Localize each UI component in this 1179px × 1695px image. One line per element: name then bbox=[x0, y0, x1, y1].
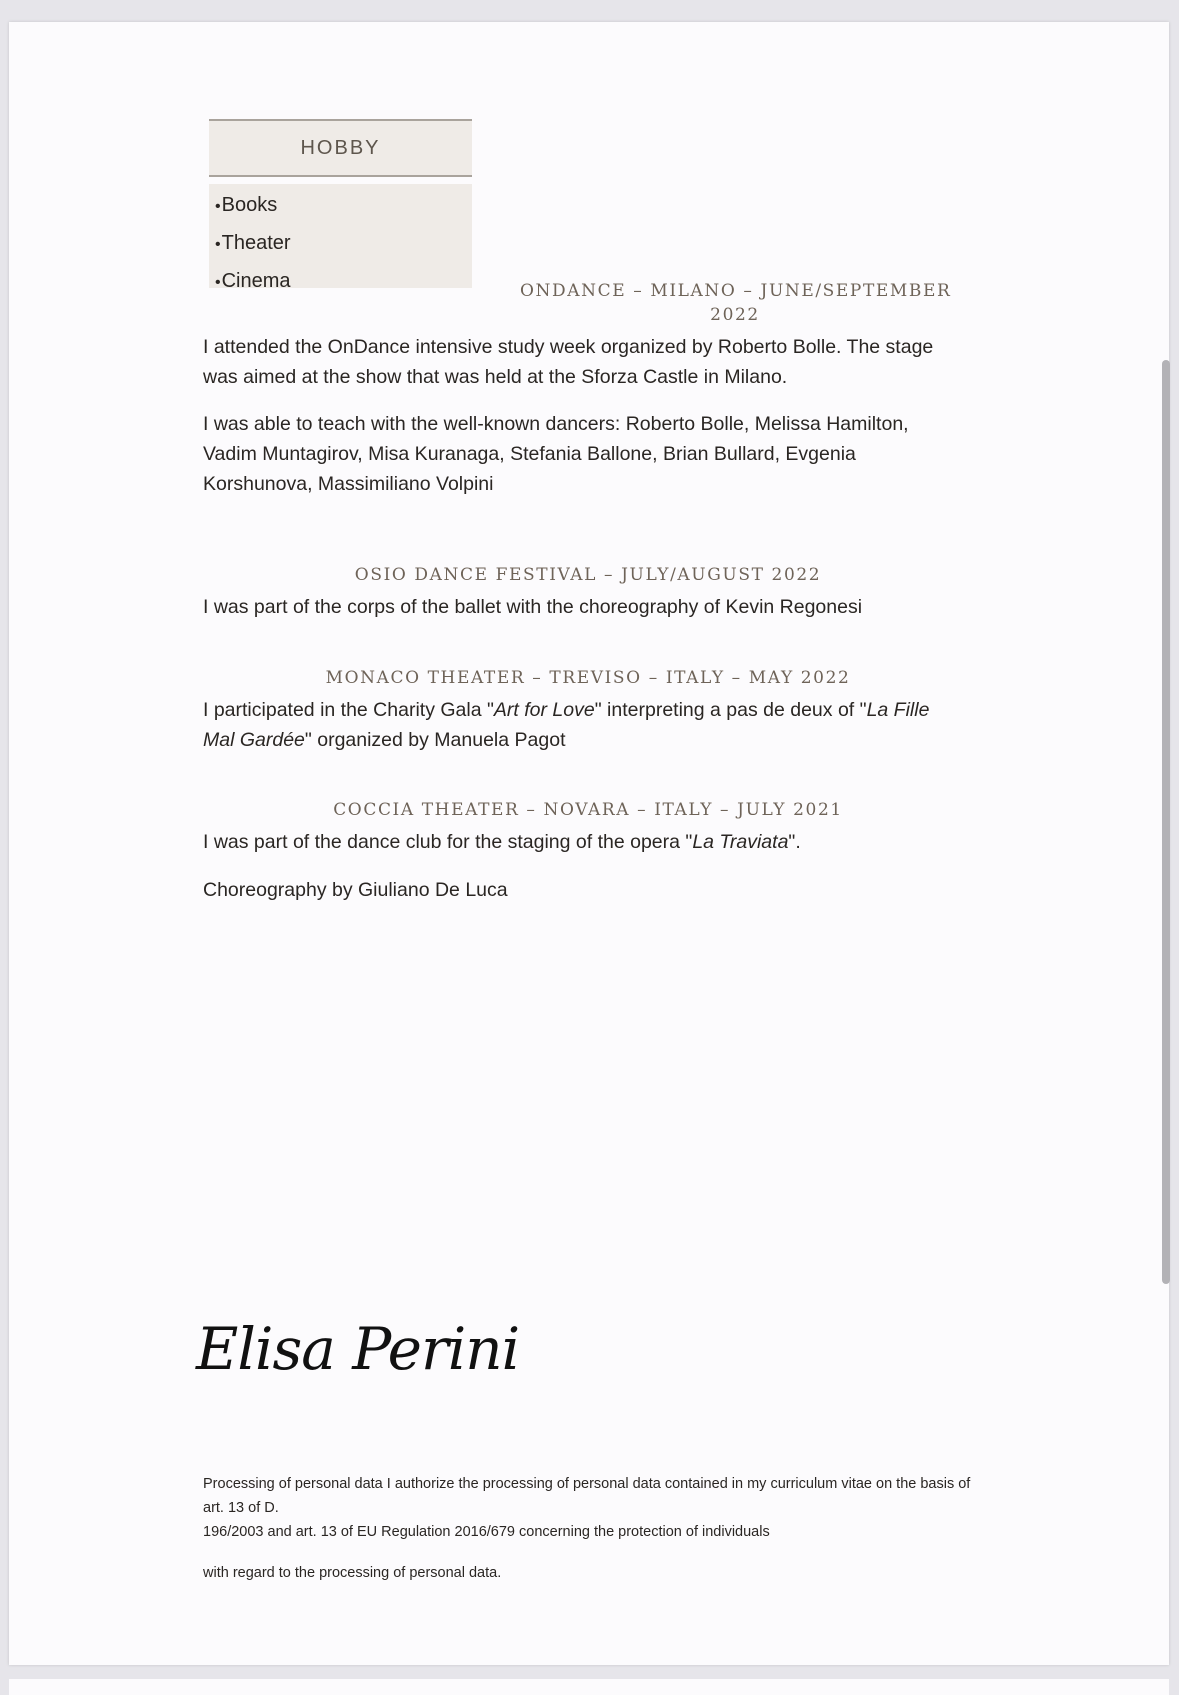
text-run: I participated in the Charity Gala " bbox=[203, 699, 494, 721]
osio-paragraph: I was part of the corps of the ballet with the choreography of Kevin Regonesi bbox=[203, 596, 863, 618]
text-run: " organized by Manuela Pagot bbox=[304, 729, 566, 751]
text-run: " interpreting a pas de deux of " bbox=[594, 699, 867, 721]
ondance-paragraph-2: I was able to teach with the well-known dancers: Roberto Bolle, Melissa Hamilton, Vadim Muntagirov, Misa Kuranaga, Stefania Ballone, Brian Bullard, Evgenia Korshunova, Massimiliano Volpini bbox=[203, 413, 909, 495]
privacy-line-1: Processing of personal data I authorize the processing of personal data contained in my curriculum vitae on the basis of art. 13 of D. bbox=[203, 1476, 971, 1516]
text-run-italic: La Fille Mal Gardée bbox=[203, 699, 930, 751]
hobby-item: Cinema bbox=[221, 270, 291, 292]
privacy-line-3: with regard to the processing of personal data. bbox=[203, 1565, 502, 1581]
signature: Elisa Perini bbox=[196, 1315, 520, 1383]
ondance-paragraph-1: I attended the OnDance intensive study week organized by Roberto Bolle. The stage was aimed at the show that was held at the Sforza Castle in Milano. bbox=[203, 336, 934, 388]
section-title-monaco: MONACO THEATER – TREVISO – ITALY – MAY 2022 bbox=[325, 668, 851, 688]
hobby-item: Theater bbox=[221, 232, 291, 254]
hobby-item: Books bbox=[221, 194, 278, 216]
list-item bbox=[215, 225, 472, 263]
text-run: ". bbox=[788, 831, 801, 853]
section-title-osio: OSIO DANCE FESTIVAL – JULY/AUGUST 2022 bbox=[354, 565, 822, 585]
bullet-icon: • bbox=[215, 198, 221, 215]
section-title-line: 2022 bbox=[710, 305, 760, 325]
bullet-icon: • bbox=[215, 236, 221, 253]
monaco-paragraph bbox=[203, 695, 963, 755]
text-run-italic: La Traviata bbox=[692, 831, 789, 853]
section-title-line: ONDANCE – MILANO – JUNE/SEPTEMBER bbox=[520, 281, 952, 301]
list-item bbox=[215, 263, 472, 301]
vertical-scrollbar[interactable] bbox=[1162, 360, 1170, 1284]
section-title-ondance bbox=[520, 279, 950, 327]
section-title-coccia: COCCIA THEATER – NOVARA – ITALY – JULY 2021 bbox=[333, 800, 843, 820]
next-page-edge bbox=[9, 1679, 1169, 1695]
text-run-italic: Art for Love bbox=[493, 699, 595, 721]
hobby-heading: HOBBY bbox=[209, 119, 472, 177]
list-item bbox=[215, 187, 472, 225]
bullet-icon: • bbox=[215, 274, 221, 291]
hobby-list bbox=[209, 184, 472, 292]
coccia-paragraph-1 bbox=[203, 827, 963, 857]
text-run: I was part of the dance club for the staging of the opera " bbox=[203, 831, 693, 853]
privacy-line-2: 196/2003 and art. 13 of EU Regulation 2016/679 concerning the protection of individuals bbox=[203, 1524, 770, 1540]
coccia-paragraph-2: Choreography by Giuliano De Luca bbox=[203, 879, 508, 901]
